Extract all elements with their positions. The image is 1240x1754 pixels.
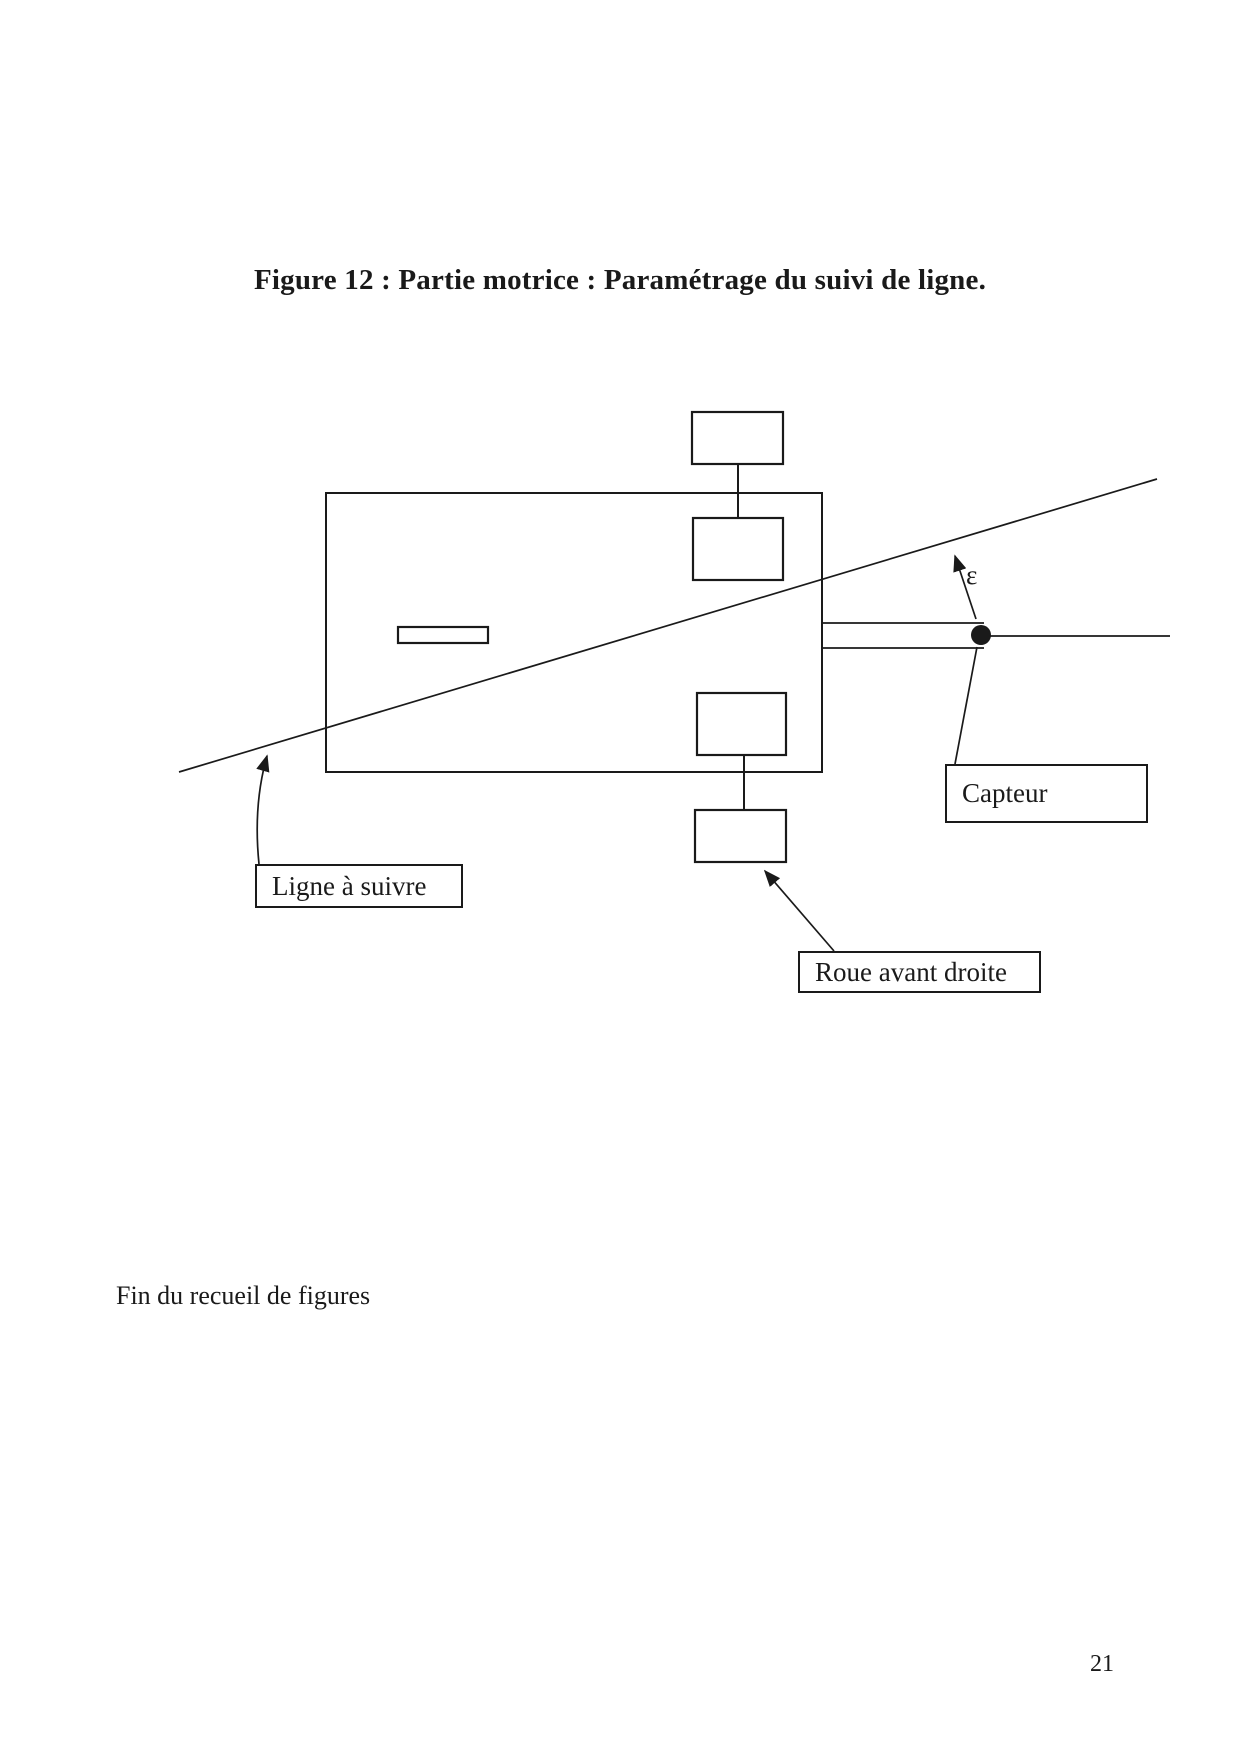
bottom-inner-wheel — [697, 693, 786, 755]
bottom-outer-wheel — [695, 810, 786, 862]
epsilon-angle-label: ε — [966, 560, 978, 590]
sensor-dot — [971, 625, 991, 645]
roue-avant-droite-label: Roue avant droite — [815, 956, 1007, 987]
figure-caption: Figure 12 : Partie motrice : Paramétrage du suivi de ligne. — [253, 264, 987, 296]
capteur-callout-line — [955, 647, 977, 764]
end-of-figures-text: Fin du recueil de figures — [116, 1281, 371, 1310]
capteur-label: Capteur — [962, 778, 1048, 808]
ligne-a-suivre-label-box — [255, 864, 463, 908]
roue-callout-arrow — [765, 871, 834, 951]
capteur-label-box — [945, 764, 1148, 823]
ligne-callout-arrow — [257, 756, 267, 864]
chassis-block — [398, 627, 488, 643]
page-number: 21 — [1090, 1651, 1114, 1677]
top-inner-wheel — [693, 518, 783, 580]
roue-avant-droite-label-box — [798, 951, 1041, 993]
top-outer-wheel — [692, 412, 783, 464]
ligne-a-suivre-label: Ligne à suivre — [272, 870, 427, 901]
